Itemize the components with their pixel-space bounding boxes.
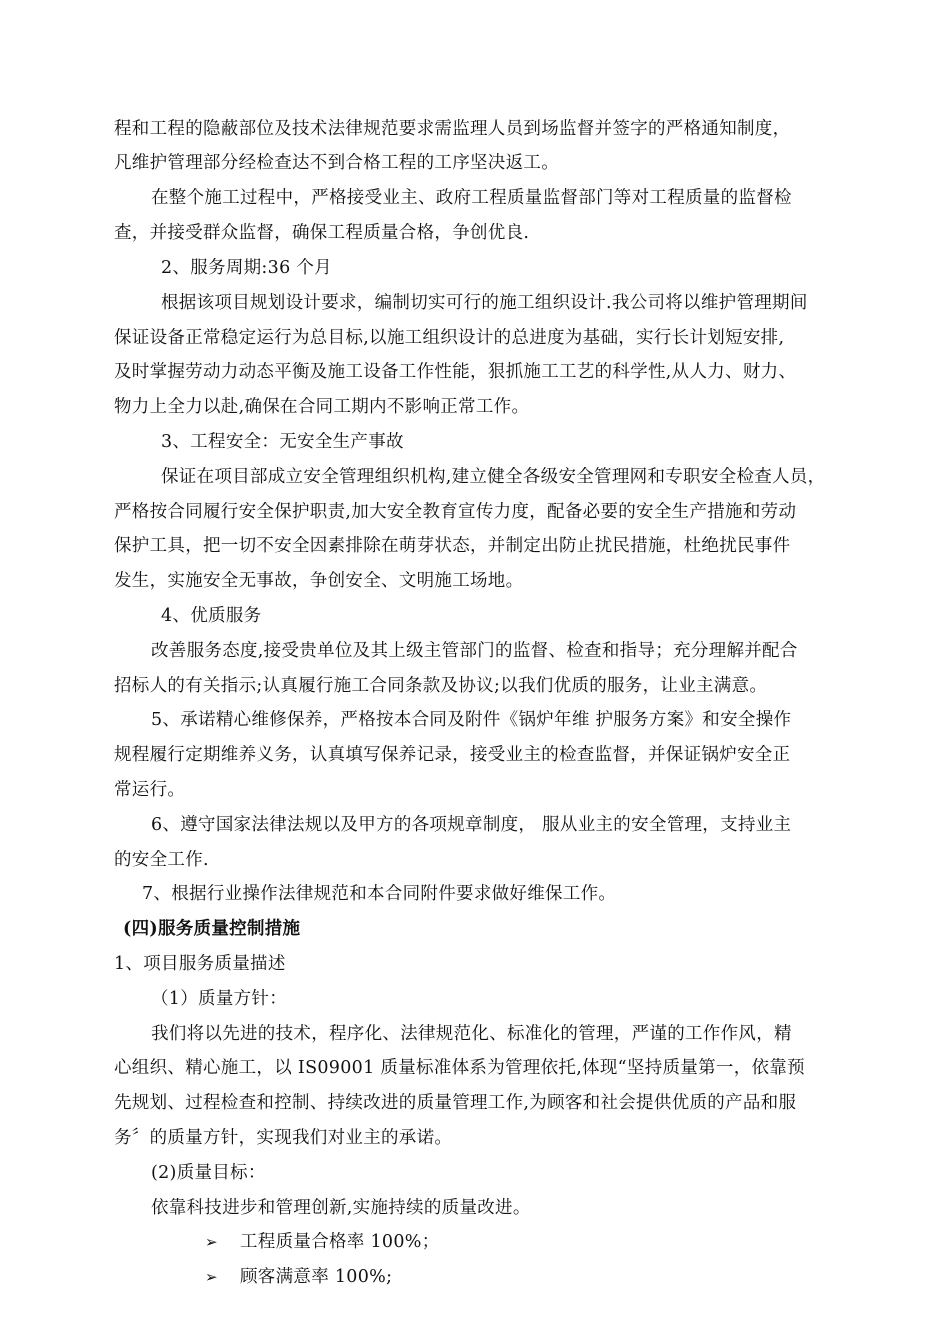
paragraph-line: 在整个施工过程中，严格接受业主、政府工程质量监督部门等对工程质量的监督检 [151,188,792,208]
subsection-heading: （1）质量方针： [151,989,288,1009]
paragraph-line: 务〞的质量方针，实现我们对业主的承诺。 [114,1128,453,1148]
paragraph-line: 改善服务态度,接受贵单位及其上级主管部门的监督、检查和指导；充分理解并配合 [151,641,798,661]
paragraph-line: 保护工具，把一切不安全因素排除在萌芽状态，并制定出防止扰民措施，杜绝扰民事件 [114,536,791,556]
section-title: (四)服务质量控制措施 [123,919,301,939]
paragraph-line: 保证设备正常稳定运行为总目标,以施工组织设计的总进度为基础，实行长计划短安排, [114,328,785,348]
paragraph-line: 保证在项目部成立安全管理组织机构,建立健全各级安全管理网和专职安全检查人员， [161,467,826,487]
paragraph-line: 心组织、精心施工，以 IS09001 质量标准体系为管理依托,体现“坚持质量第一，依靠预 [114,1058,805,1078]
paragraph-line: 常运行。 [114,780,186,800]
paragraph-line: 我们将以先进的技术，程序化、法律规范化、标准化的管理，严谨的工作作风，精 [151,1024,792,1044]
paragraph-line: 及时掌握劳动力动态平衡及施工设备工作性能，狠抓施工工艺的科学性,从人力、财力、 [114,362,797,382]
subsection-title: 1、项目服务质量描述 [114,954,286,974]
section-heading: 4、优质服务 [161,606,262,626]
paragraph-line: 严格按合同履行安全保护职责,加大安全教育宣传力度，配备必要的安全生产措施和劳动 [114,502,797,522]
section-heading: 3、工程安全：无安全生产事故 [161,432,404,452]
paragraph-line: 程和工程的隐蔽部位及技术法律规范要求需监理人员到场监督并签字的严格通知制度， [114,119,791,139]
paragraph-line: 依靠科技进步和管理创新,实施持续的质量改进。 [151,1198,531,1218]
paragraph-line: 规程履行定期维养义务，认真填写保养记录，接受业主的检查监督，并保证锅炉安全正 [114,745,791,765]
paragraph-line: 招标人的有关指示;认真履行施工合同条款及协议;以我们优质的服务，让业主满意。 [114,676,768,696]
paragraph-line: 7、根据行业操作法律规范和本合同附件要求做好维保工作。 [142,884,617,904]
paragraph-line: 凡维护管理部分经检查达不到合格工程的工序坚决返工。 [114,153,559,173]
arrow-bullet-icon: ➢ [205,1233,218,1251]
paragraph-line: 物力上全力以赴,确保在合同工期内不影响正常工作。 [114,397,530,417]
list-item: 顾客满意率 100%; [240,1267,393,1287]
paragraph-line: 6、遵守国家法律法规以及甲方的各项规章制度， 服从业主的安全管理，支持业主 [151,815,792,835]
section-heading: 2、服务周期:36 个月 [161,258,332,278]
paragraph-line: 先规划、过程检查和控制、持续改进的质量管理工作,为顾客和社会提供优质的产品和服 [114,1093,797,1113]
arrow-bullet-icon: ➢ [205,1268,218,1286]
paragraph-line: 查，并接受群众监督，确保工程质量合格，争创优良. [114,223,530,243]
list-item: 工程质量合格率 100%； [240,1232,440,1252]
subsection-heading: (2)质量目标： [151,1163,266,1183]
paragraph-line: 的安全工作. [114,850,209,870]
paragraph-line: 发生，实施安全无事故，争创安全、文明施工场地。 [114,571,524,591]
paragraph-line: 根据该项目规划设计要求，编制切实可行的施工组织设计.我公司将以维护管理期间 [161,293,808,313]
paragraph-line: 5、承诺精心维修保养，严格按本合同及附件《锅炉年维 护服务方案》和安全操作 [151,710,792,730]
